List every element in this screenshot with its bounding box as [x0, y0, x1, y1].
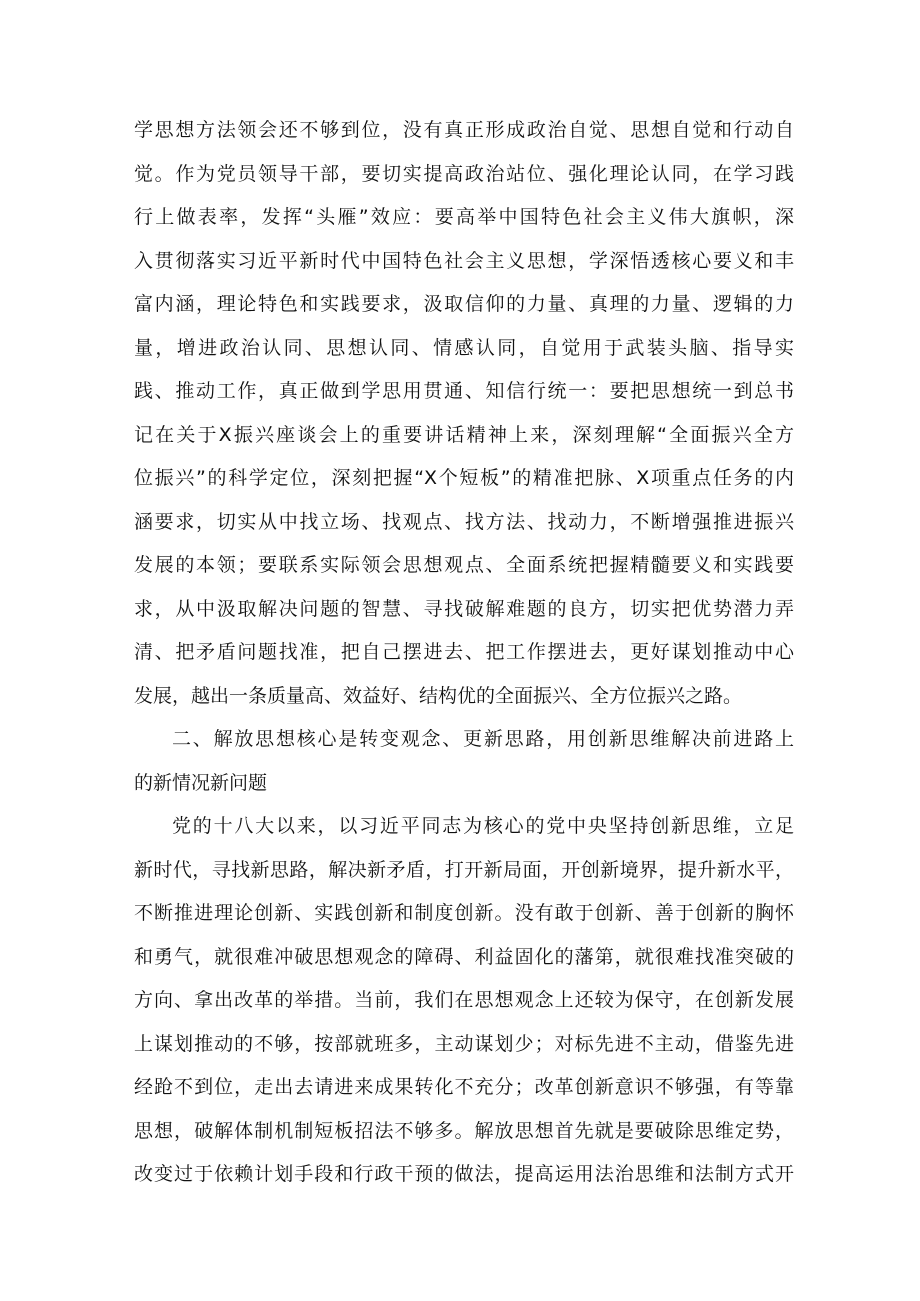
text-line: 方向、拿出改革的举措。当前，我们在思想观念上还较为保守，在创新发展	[134, 989, 794, 1011]
text-line: 行上做表率，发挥“头雁”效应：要高举中国特色社会主义伟大旗帜，深	[134, 206, 794, 228]
text-line: 求，从中汲取解决问题的智慧、寻找破解难题的良方，切实把优势潜力弄	[134, 597, 794, 620]
text-line: 改变过于依赖计划手段和行政干预的做法，提高运用法治思维和法制方式开	[134, 1163, 794, 1185]
text-line: 党的十八大以来，以习近平同志为核心的党中央坚持创新思维，立足	[172, 815, 794, 837]
body-text	[134, 109, 794, 1197]
text-line: 发展的本领；要联系实际领会思想观点、全面系统把握精髓要义和实践要	[134, 554, 794, 576]
text-line: 新时代，寻找新思路，解决新矛盾，打开新局面，开创新境界，提升新水平，	[134, 858, 794, 881]
text-line: 清、把矛盾问题找准，把自己摆进去、把工作摆进去，更好谋划推动中心	[134, 641, 794, 663]
text-line: 量，增进政治认同、思想认同、情感认同，自觉用于武装头脑、指导实	[134, 336, 794, 359]
text-line: 入贯彻落实习近平新时代中国特色社会主义思想，学深悟透核心要义和丰	[134, 249, 794, 272]
text-line: 不断推进理论创新、实践创新和制度创新。没有敢于创新、善于创新的胸怀	[134, 902, 794, 924]
text-line: 的新情况新问题	[134, 771, 268, 794]
text-line: 富内涵，理论特色和实践要求，汲取信仰的力量、真理的力量、逻辑的力	[134, 293, 794, 315]
text-line: 觉。作为党员领导干部，要切实提高政治站位、强化理论认同，在学习践	[134, 162, 794, 185]
text-line: 涵要求，切实从中找立场、找观点、找方法、找动力，不断增强推进振兴	[134, 510, 794, 533]
text-line: 二、解放思想核心是转变观念、更新思路，用创新思维解决前进路上	[172, 728, 794, 750]
text-line: 和勇气，就很难冲破思想观念的障碍、利益固化的藩第，就很难找准突破的	[134, 945, 794, 968]
text-line: 发展，越出一条质量高、效益好、结构优的全面振兴、全方位振兴之路。	[134, 684, 743, 707]
text-line: 思想，破解体制机制短板招法不够多。解放思想首先就是要破除思维定势，	[134, 1119, 794, 1142]
text-line: 践、推动工作，真正做到学思用贯通、知信行统一：要把思想统一到总书	[134, 380, 794, 402]
text-line: 位振兴”的科学定位，深刻把握“X个短板”的精准把脉、X项重点任务的内	[134, 467, 794, 489]
text-line: 记在关于X振兴座谈会上的重要讲话精神上来，深刻理解“全面振兴全方	[134, 423, 794, 446]
text-line: 上谋划推动的不够，按部就班多，主动谋划少；对标先进不主动，借鉴先进	[134, 1032, 794, 1055]
text-line: 经跄不到位，走出去请进来成果转化不充分；改革创新意识不够强，有等靠	[134, 1076, 794, 1098]
text-line: 学思想方法领会还不够到位，没有真正形成政治自觉、思想自觉和行动自	[134, 119, 794, 141]
